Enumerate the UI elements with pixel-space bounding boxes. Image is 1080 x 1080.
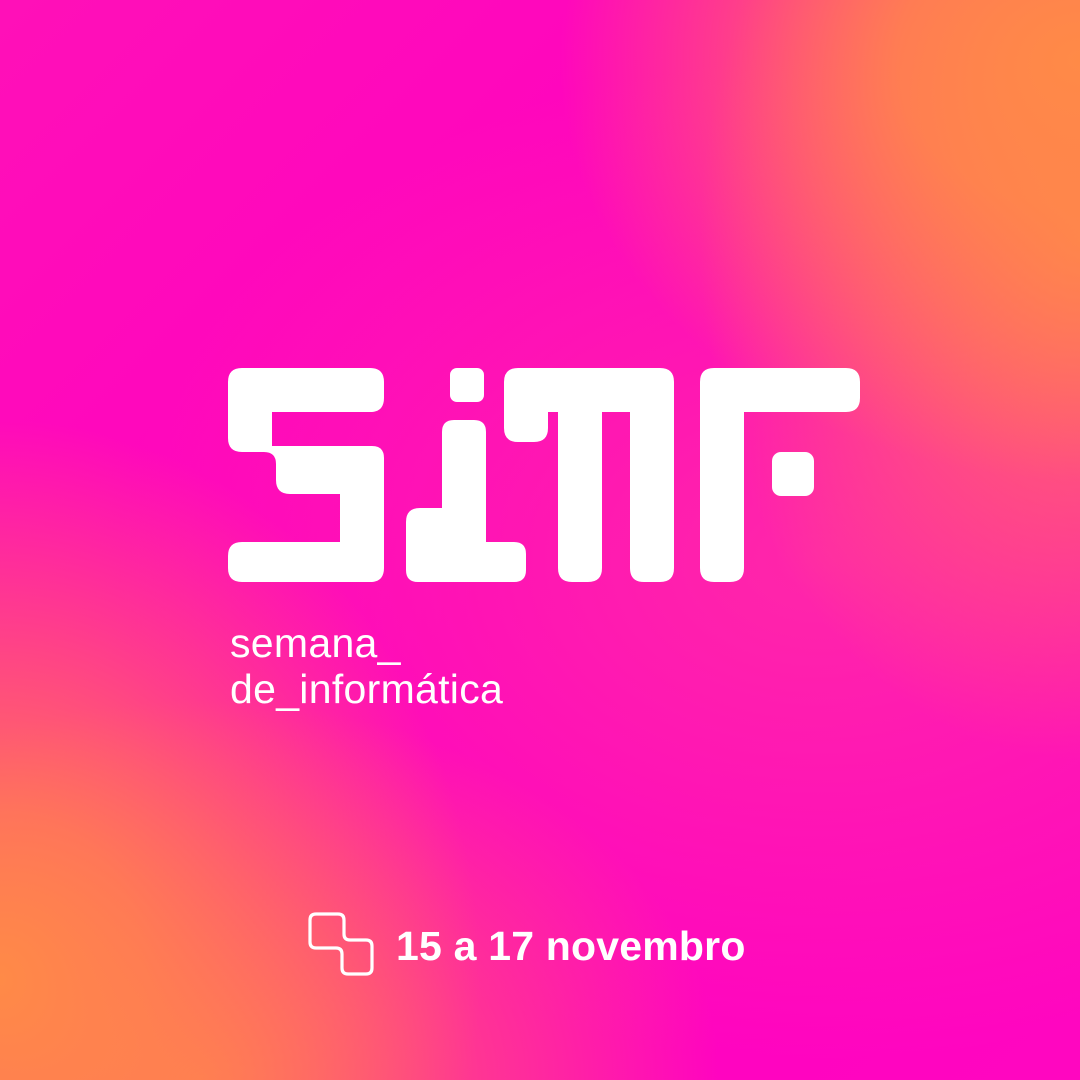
tagline-line-1: semana_ [230,620,401,666]
logo-letter-i [406,420,526,582]
event-tagline [230,620,503,712]
tagline-line-2: de_informática [230,666,504,712]
logo-letter-i-dot [450,368,484,402]
event-date [308,912,746,978]
logo-letter-n [504,368,674,582]
calendar-link-icon [308,912,376,978]
logo-letter-f-bar [772,452,814,496]
logo-letter-s [228,368,384,582]
sinf-logo-graphic [228,368,860,582]
sinf-logo [228,368,860,582]
event-date-text: 15 a 17 novembro [396,922,746,969]
